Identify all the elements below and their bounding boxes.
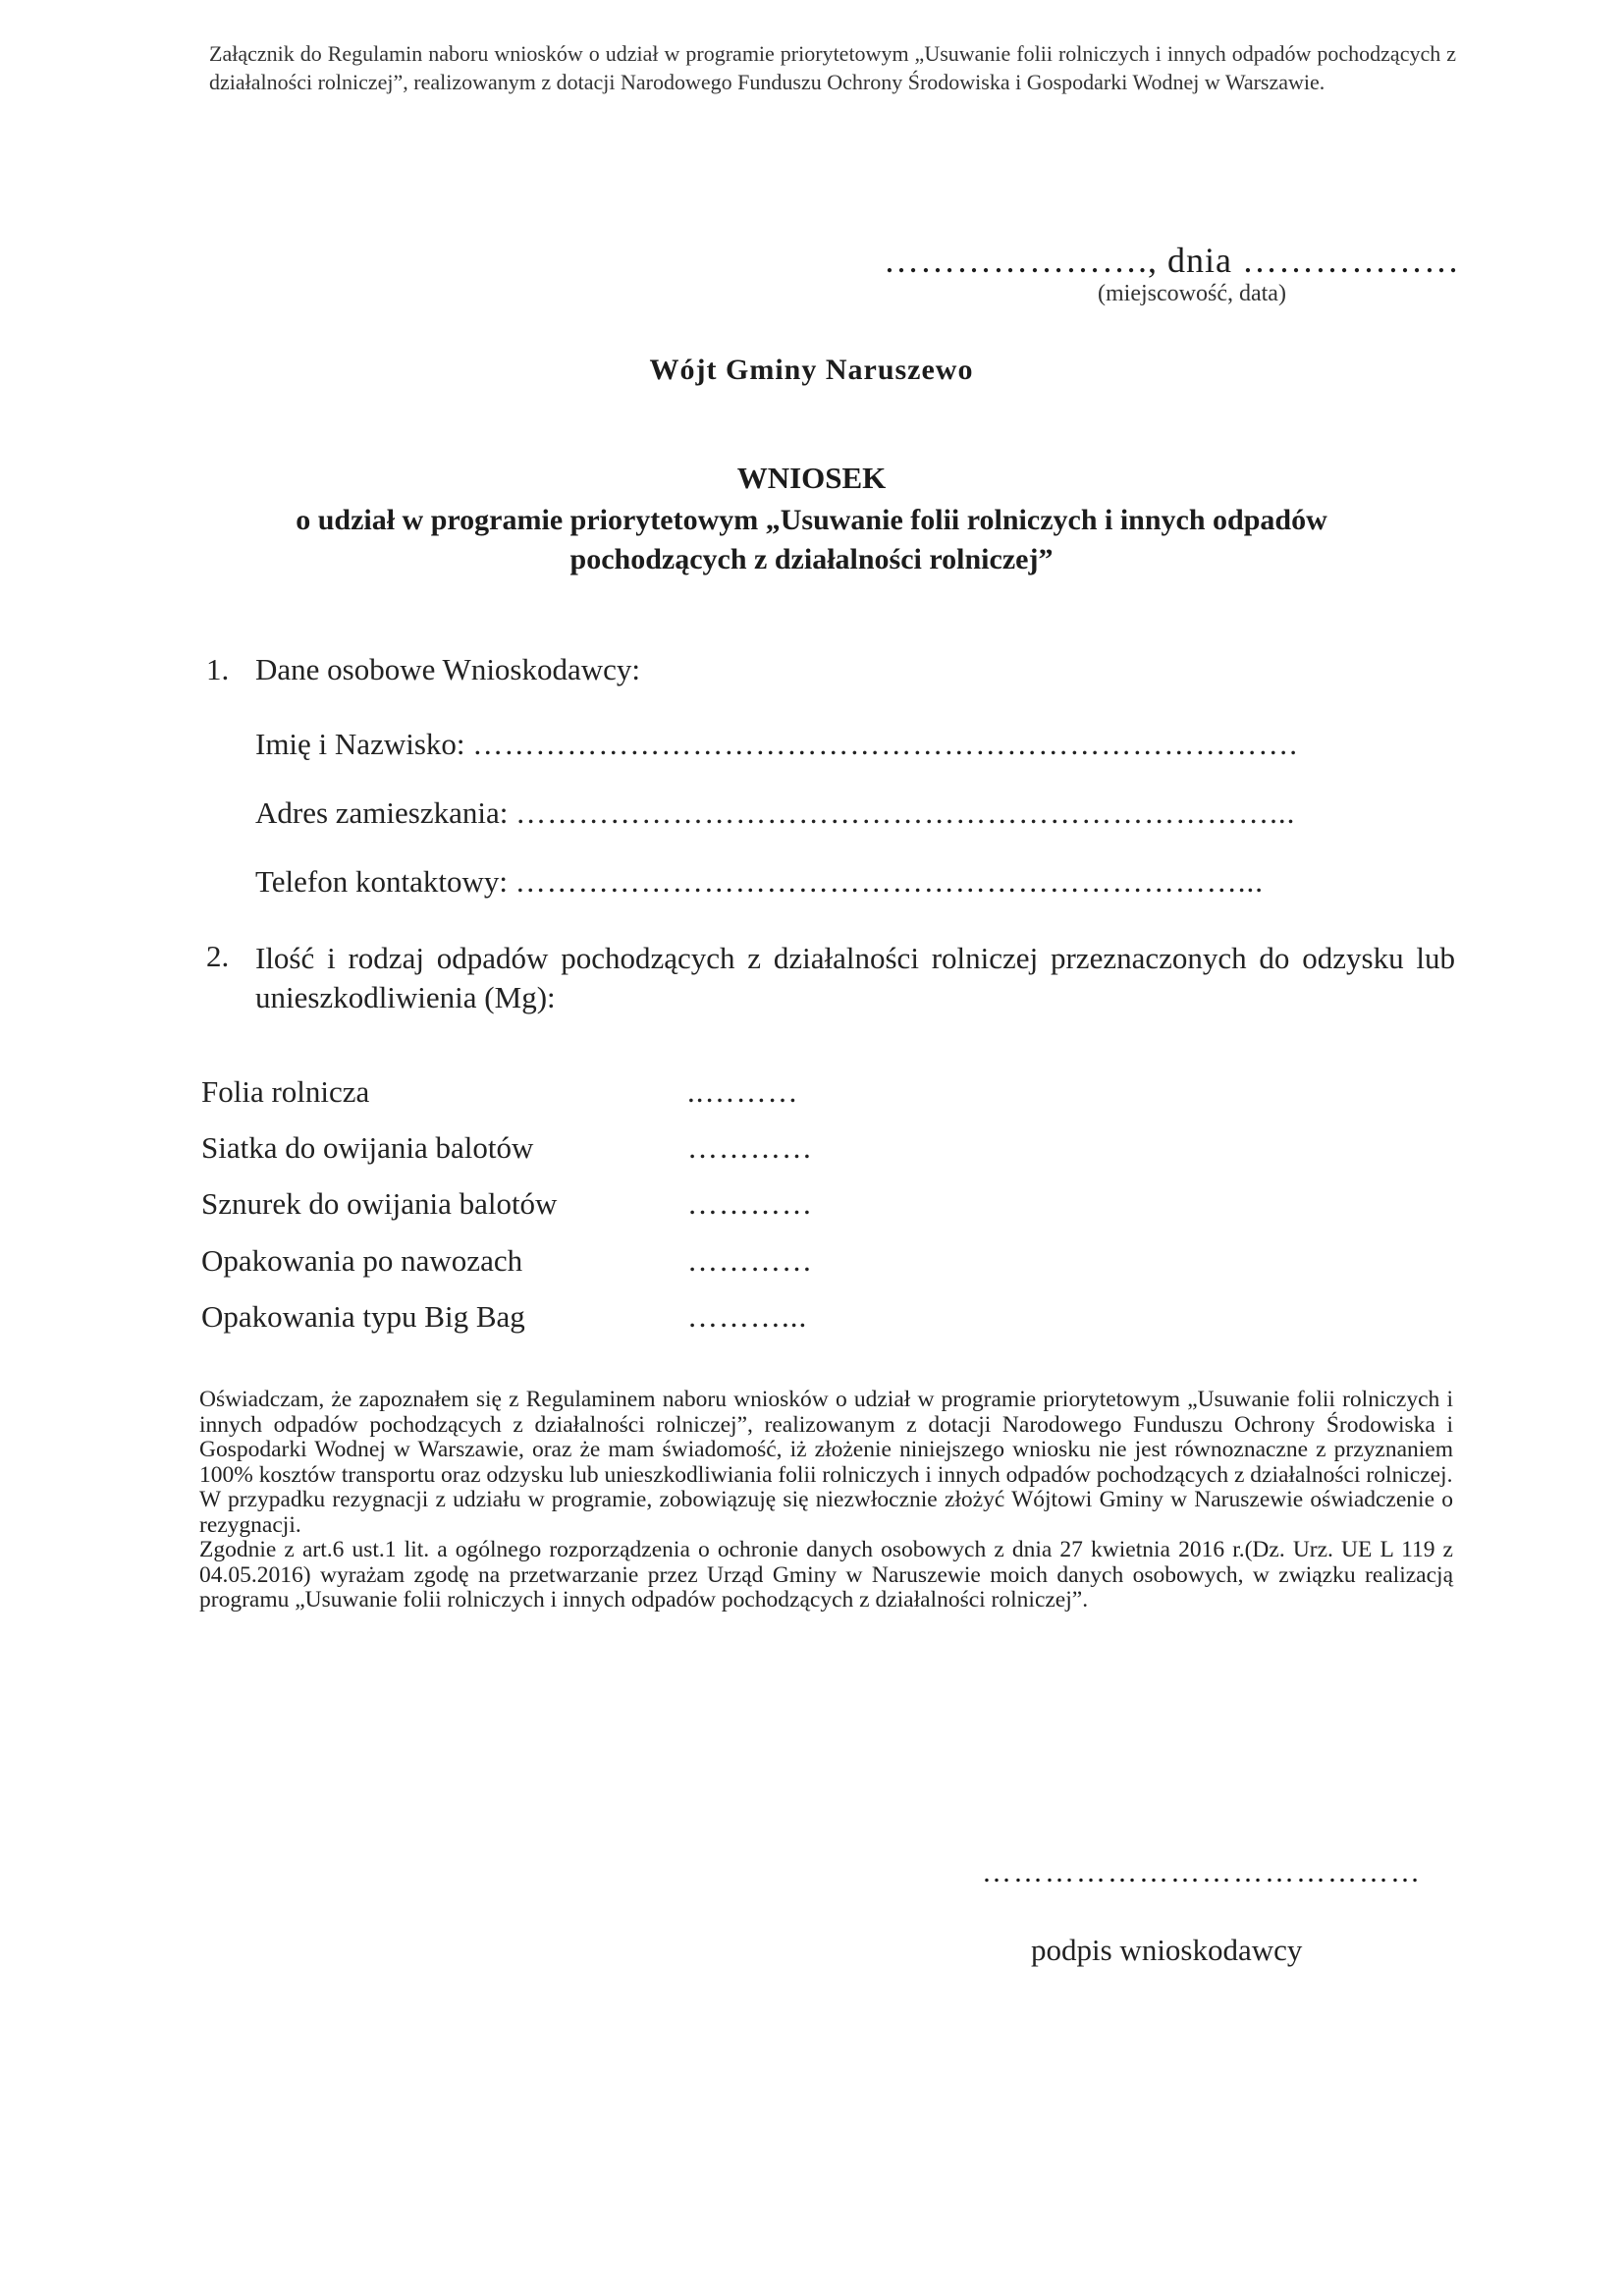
waste-label-nawozy: Opakowania po nawozach — [201, 1243, 523, 1278]
place-date-line: …………………., dnia ……………… — [884, 241, 1460, 280]
waste-amount-siatka[interactable]: ………… — [687, 1130, 813, 1165]
waste-amount-bigbag[interactable]: ………... — [687, 1299, 808, 1334]
section2-text: Ilość i rodzaj odpadów pochodzących z działalności rolniczej przeznaczonych do odzysku lub unieszkodliwienia (Mg): — [255, 941, 1455, 1014]
declaration — [199, 1388, 1453, 1613]
name-field-label: Imię i Nazwisko: — [255, 727, 465, 761]
declaration-paragraph-3: Zgodnie z art.6 ust.1 lit. a ogólnego rozporządzenia o ochronie danych osobowych z dnia 27 kwietnia 2016 r.(Dz. Urz. UE L 119 z 04.05.2016) wyrażam zgodę na przetwarzanie przez Urząd Gminy w Naruszewie moich danych osobowych, w związku realizacją programu „Usuwanie folii rolniczych i innych odpadów pochodzących z działalności rolniczej”. — [199, 1537, 1453, 1613]
waste-amount-sznurek[interactable]: ………… — [687, 1186, 813, 1221]
waste-label-siatka: Siatka do owijania balotów — [201, 1130, 534, 1165]
waste-label-sznurek: Sznurek do owijania balotów — [201, 1186, 558, 1221]
form-title: WNIOSEK — [736, 461, 887, 495]
header-note: Załącznik do Regulamin naboru wniosków o udział w programie priorytetowym „Usuwanie folii rolniczych i innych odpadów pochodzących z działalności rolniczej”, realizowanym z dotacji Narodowego Funduszu Ochrony Środowiska i Gospodarki Wodnej w Warszawie. — [209, 41, 1456, 94]
form-subtitle: o udział w programie priorytetowym „Usuwanie folii rolniczych i innych odpadów pochodzących z działalności rolniczej” — [296, 504, 1327, 575]
phone-field-dots: ……………………………………………………………... — [514, 864, 1264, 899]
address-field[interactable] — [255, 795, 1295, 831]
section2-number: 2. — [206, 939, 230, 973]
declaration-paragraph-2: W przypadku rezygnacji z udziału w programie, zobowiązuję się niezwłocznie złożyć Wójtowi Gminy w Naruszewie oświadczenie o rezygnacji. — [199, 1487, 1453, 1538]
waste-label-bigbag: Opakowania typu Big Bag — [201, 1299, 525, 1334]
addressee: Wójt Gminy Naruszewo — [649, 354, 974, 386]
phone-field-label: Telefon kontaktowy: — [255, 864, 508, 899]
phone-field[interactable] — [255, 864, 1264, 900]
address-field-dots: ………………………………………………………………... — [515, 795, 1296, 830]
waste-label-folia: Folia rolnicza — [201, 1074, 370, 1109]
address-field-label: Adres zamieszkania: — [255, 795, 509, 830]
waste-amount-folia[interactable]: ..……… — [687, 1074, 799, 1109]
place-date-caption: (miejscowość, data) — [1098, 281, 1286, 306]
name-field[interactable] — [255, 727, 1298, 762]
waste-amount-nawozy[interactable]: ………… — [687, 1243, 813, 1278]
signature-caption: podpis wnioskodawcy — [1031, 1933, 1303, 1967]
signature-line[interactable]: …………………………………… — [982, 1856, 1422, 1888]
name-field-dots: ……………………………………………………………………. — [472, 727, 1299, 761]
declaration-paragraph-1: Oświadczam, że zapoznałem się z Regulaminem naboru wniosków o udział w programie priorytetowym „Usuwanie folii rolniczych i innych odpadów pochodzących z działalności rolniczej”, realizowanym z dotacji Narodowego Funduszu Ochrony Środowiska i Gospodarki Wodnej w Warszawie, oraz że mam świadomość, iż złożenie niniejszego wniosku nie jest równoznaczne z przyznaniem 100% kosztów transportu oraz odzysku lub unieszkodliwiania folii rolniczych i innych odpadów pochodzących z działalności rolniczej. — [199, 1387, 1453, 1488]
section1-number: 1. — [206, 652, 230, 686]
section1-heading: Dane osobowe Wnioskodawcy: — [255, 652, 641, 686]
